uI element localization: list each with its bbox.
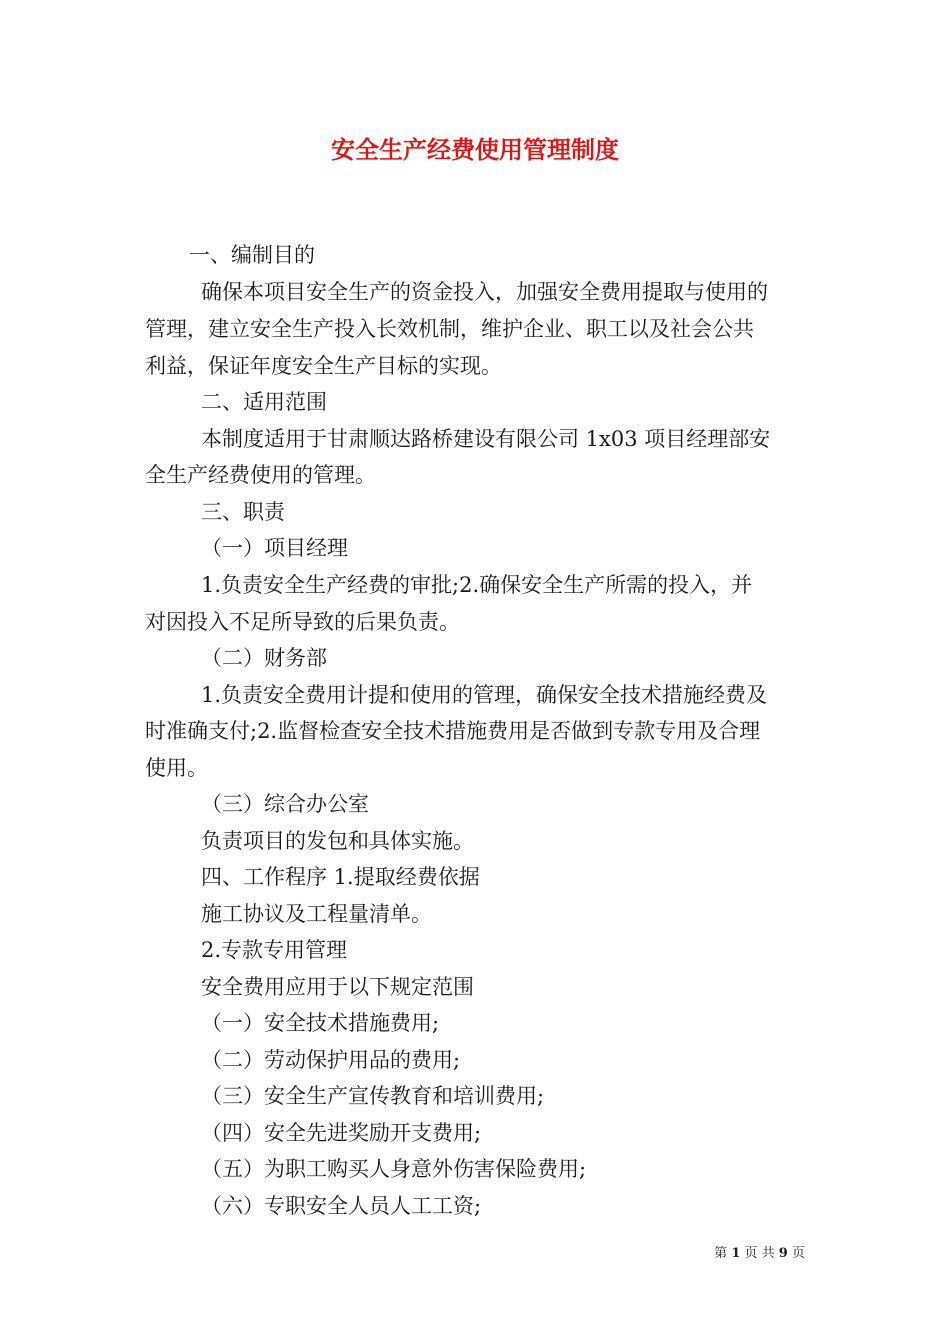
paragraph-line: 安全费用应用于以下规定范围 (201, 975, 474, 999)
paragraph-line: 时准确支付;2.监督检查安全技术措施费用是否做到专款专用及合理 (145, 719, 761, 743)
list-item: （五）为职工购买人身意外伤害保险费用; (201, 1157, 587, 1181)
list-item: （一）安全技术措施费用; (201, 1011, 440, 1035)
page-number-prefix: 第 (714, 1246, 728, 1261)
paragraph-line: 管理，建立安全生产投入长效机制，维护企业、职工以及社会公共 (145, 317, 754, 341)
paragraph-line: 负责项目的发包和具体实施。 (201, 829, 474, 853)
paragraph-line: 全生产经费使用的管理。 (145, 463, 376, 487)
section-heading-duties: 三、职责 (201, 500, 285, 524)
section-heading-scope: 二、适用范围 (201, 390, 327, 414)
list-item: （二）劳动保护用品的费用; (201, 1048, 461, 1072)
page-number (714, 1244, 805, 1264)
list-item: （三）安全生产宣传教育和培训费用; (201, 1084, 545, 1108)
list-item: （六）专职安全人员人工工资; (201, 1194, 482, 1218)
paragraph-line: 施工协议及工程量清单。 (201, 902, 432, 926)
page-number-suffix: 页 (791, 1246, 805, 1261)
paragraph-line: 利益，保证年度安全生产目标的实现。 (145, 354, 502, 378)
paragraph-line: 使用。 (145, 756, 208, 780)
document-title: 安全生产经费使用管理制度 (331, 135, 619, 164)
paragraph-line: 本制度适用于甘肃顺达路桥建设有限公司 1x03 项目经理部安 (201, 427, 771, 451)
section-heading-purpose: 一、编制目的 (189, 243, 315, 267)
paragraph-line: 1.负责安全生产经费的审批;2.确保安全生产所需的投入，并 (201, 573, 753, 597)
paragraph-line: 1.负责安全费用计提和使用的管理，确保安全技术措施经费及 (201, 683, 768, 707)
list-item: （四）安全先进奖励开支费用; (201, 1121, 482, 1145)
current-page: 1 (731, 1246, 741, 1261)
subsection-heading-office: （三）综合办公室 (201, 792, 369, 816)
section-heading-procedure: 四、工作程序 1.提取经费依据 (201, 865, 480, 889)
page-number-middle: 页 共 (744, 1246, 775, 1261)
paragraph-line: 2.专款专用管理 (201, 938, 348, 962)
paragraph-line: 对因投入不足所导致的后果负责。 (145, 610, 460, 634)
paragraph-line: 确保本项目安全生产的资金投入，加强安全费用提取与使用的 (201, 280, 768, 304)
subsection-heading-finance: （二）财务部 (201, 646, 327, 670)
subsection-heading-project-manager: （一）项目经理 (201, 536, 348, 560)
total-pages: 9 (778, 1246, 788, 1261)
